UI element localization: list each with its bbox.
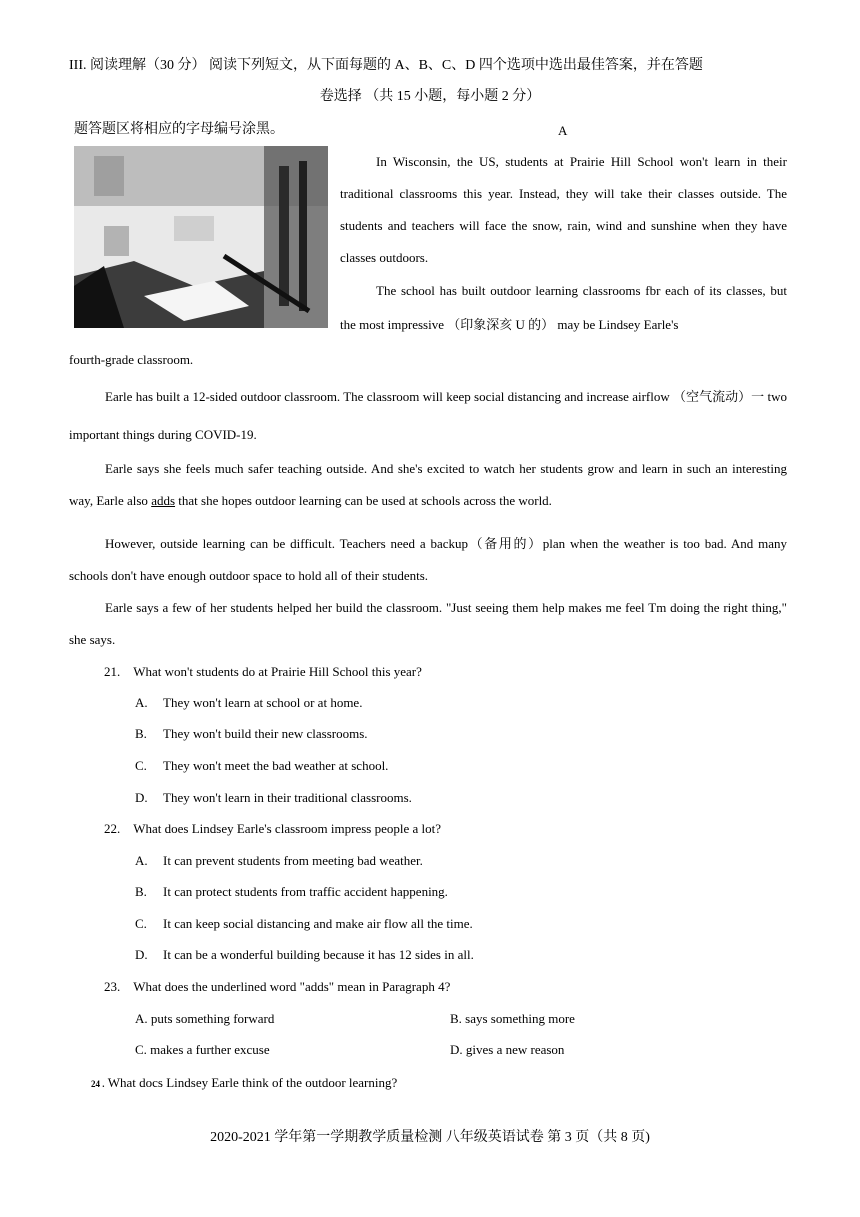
section-title-line3: 题答题区将相应的字母编号涂黑。 [74, 122, 284, 137]
option-text: It can protect students from traffic accident happening. [163, 884, 448, 899]
question-text: What won't students do at Prairie Hill School this year? [133, 664, 422, 679]
question-23 [104, 978, 450, 996]
question-text: What docs Lindsey Earle think of the outdoor learning? [107, 1075, 398, 1090]
option-21-d[interactable] [135, 789, 412, 807]
section-title-line1: III. 阅读理解（30 分） 阅读下列短文，从下面每题的 A、B、C、D 四个选项中选出最佳答案，并在答题 [69, 58, 703, 73]
option-23-a[interactable]: A. puts something forward [135, 1011, 275, 1026]
question-22 [104, 820, 441, 838]
passage-paragraph-2-end: fourth-grade classroom. [69, 352, 194, 367]
option-letter: C. [135, 916, 147, 931]
paragraph-4-text-before: Earle says she feels much safer teaching outside. And she's excited to watch her students grow and learn in such an interesting way, Earle also [69, 461, 787, 508]
option-23-c[interactable]: C. makes a further excuse [135, 1042, 270, 1057]
passage-paragraph-6: Earle says a few of her students helped her build the classroom. "Just seeing them help makes me feel Tm doing the right thing," she says. [69, 600, 787, 647]
option-text: It can be a wonderful building because it has 12 sides in all. [163, 947, 474, 962]
passage-paragraph-5: However, outside learning can be difficult. Teachers need a backup（备用的）plan when the weather is too bad. And many schools don't have enough outdoor space to hold all of their students. [69, 536, 787, 583]
option-letter: A. [135, 695, 148, 710]
option-text: They won't learn in their traditional classrooms. [163, 790, 412, 805]
option-letter: C. [135, 758, 147, 773]
option-22-d[interactable] [135, 946, 474, 964]
passage-label: A [558, 123, 568, 138]
section-title-line2: 卷选择 （共 15 小题，每小题 2 分） [319, 89, 541, 104]
option-23-d[interactable]: D. gives a new reason [450, 1042, 565, 1057]
question-number: 24 . [91, 1079, 105, 1089]
option-21-b[interactable] [135, 725, 368, 743]
question-number: 22. [104, 821, 121, 836]
option-letter: A. [135, 853, 148, 868]
option-text: It can prevent students from meeting bad weather. [163, 853, 423, 868]
option-23-b[interactable]: B. says something more [450, 1011, 575, 1026]
option-22-a[interactable] [135, 852, 423, 870]
question-text: What does Lindsey Earle's classroom impress people a lot? [133, 821, 442, 836]
option-text: They won't meet the bad weather at school. [163, 758, 389, 773]
option-letter: D. [135, 790, 148, 805]
question-text: What does the underlined word "adds" mean in Paragraph 4? [133, 979, 451, 994]
passage-paragraph-2: The school has built outdoor learning classrooms fbr each of its classes, but the most impressive （印象深亥 U 的） may be Lindsey Earle's [340, 283, 787, 332]
classroom-photo [74, 146, 328, 328]
question-number: 23. [104, 979, 121, 994]
option-22-c[interactable] [135, 915, 473, 933]
passage-paragraph-3: Earle has built a 12-sided outdoor classroom. The classroom will keep social distancing and increase airflow （空气流动）一 two important things during COVID-19. [69, 389, 787, 442]
option-letter: B. [135, 726, 147, 741]
passage-paragraph-4 [69, 453, 787, 517]
option-letter: B. [135, 884, 147, 899]
question-24 [91, 1074, 397, 1093]
option-text: It can keep social distancing and make air flow all the time. [163, 916, 473, 931]
paragraph-4-text-after: that she hopes outdoor learning can be used at schools across the world. [175, 493, 552, 508]
question-21 [104, 663, 422, 681]
option-text: They won't learn at school or at home. [163, 695, 363, 710]
option-21-c[interactable] [135, 757, 388, 775]
underlined-word-adds: adds [151, 493, 176, 508]
passage-paragraph-1: In Wisconsin, the US, students at Prairie Hill School won't learn in their traditional classrooms this year. Instead, they will take their classes outside. The students and teachers will face the snow, rain, wind and sunshine when they have classes outdoors. [340, 154, 787, 265]
option-text: They won't build their new classrooms. [163, 726, 368, 741]
option-22-b[interactable] [135, 883, 448, 901]
option-letter: D. [135, 947, 148, 962]
question-number: 21. [104, 664, 121, 679]
page-footer: 2020-2021 学年第一学期教学质量检测 八年级英语试卷 第 3 页（共 8 页) [210, 1130, 650, 1145]
option-21-a[interactable] [135, 694, 362, 712]
